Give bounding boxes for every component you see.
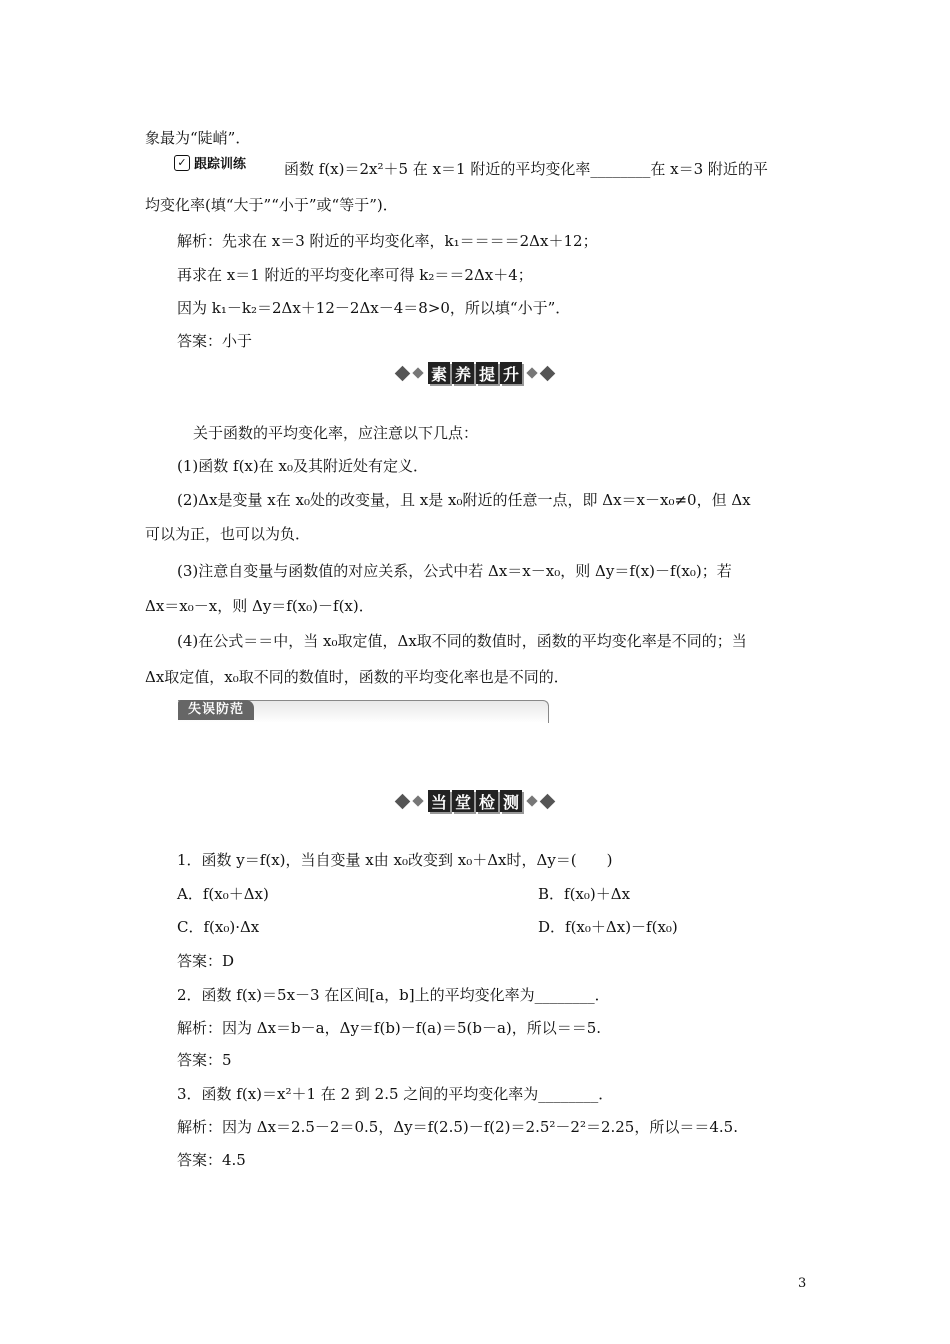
question-line: 函数 f(x)＝2x²＋5 在 x＝1 附近的平均变化率________在 x＝3 附近的平 <box>284 160 768 178</box>
mistake-prevention-bar <box>178 700 549 723</box>
option-b: B．f(x₀)＋Δx <box>538 885 631 903</box>
solution-line: 解析：因为 Δx＝b－a，Δy＝f(b)－f(a)＝5(b－a)，所以＝＝5. <box>177 1019 602 1037</box>
check-heading <box>0 790 950 812</box>
question-line: 2．函数 f(x)＝5x－3 在区间[a，b]上的平均变化率为________． <box>177 986 610 1004</box>
paragraph: 可以为正，也可以为负． <box>145 525 311 543</box>
paragraph: Δx取定值，x₀取不同的数值时，函数的平均变化率也是不同的． <box>145 668 569 686</box>
diamond-icon <box>540 793 556 809</box>
diamond-icon <box>395 365 411 381</box>
track-badge <box>174 153 246 172</box>
diamond-icon <box>526 795 537 806</box>
option-c: C．f(x₀)·Δx <box>177 918 260 936</box>
question-line: 均变化率(填“大于”“小于”或“等于”)． <box>145 196 398 214</box>
answer-line: 答案：5 <box>177 1051 232 1069</box>
question-line: 1．函数 y＝f(x)，当自变量 x由 x₀改变到 x₀＋Δx时，Δy＝( ) <box>177 851 613 869</box>
heading-char: 升 <box>500 362 522 384</box>
heading-chars <box>428 362 522 384</box>
option-a: A．f(x₀＋Δx) <box>177 885 269 903</box>
heading-char: 当 <box>428 790 450 812</box>
paragraph: (1)函数 f(x)在 x₀及其附近处有定义． <box>177 457 428 475</box>
diamond-icon <box>412 795 423 806</box>
literacy-heading <box>0 362 950 384</box>
heading-char: 测 <box>500 790 522 812</box>
text-line: 象最为“陡峭”． <box>145 129 251 147</box>
answer-line: 答案：小于 <box>177 332 253 350</box>
page-number: 3 <box>798 1276 807 1291</box>
solution-line: 解析：因为 Δx＝2.5－2＝0.5，Δy＝f(2.5)－f(2)＝2.5²－2²＝2.25，所以＝＝4.5. <box>177 1118 738 1136</box>
check-icon: ✓ <box>174 155 190 171</box>
paragraph: (3)注意自变量与函数值的对应关系，公式中若 Δx＝x－x₀，则 Δy＝f(x)－f(x₀)；若 <box>177 562 732 580</box>
answer-line: 答案：D <box>177 952 235 970</box>
paragraph: 关于函数的平均变化率，应注意以下几点： <box>193 424 479 442</box>
heading-char: 检 <box>476 790 498 812</box>
track-badge-label: 跟踪训练 <box>194 157 247 172</box>
solution-line: 解析：先求在 x＝3 附近的平均变化率，k₁＝＝＝＝2Δx＋12； <box>177 232 598 250</box>
paragraph: (4)在公式＝＝中，当 x₀取定值，Δx取不同的数值时，函数的平均变化率是不同的；当 <box>177 632 747 650</box>
paragraph: Δx＝x₀－x，则 Δy＝f(x₀)－f(x)． <box>145 597 374 615</box>
answer-line: 答案：4.5 <box>177 1151 246 1169</box>
paragraph: (2)Δx是变量 x在 x₀处的改变量，且 x是 x₀附近的任意一点，即 Δx＝x－x₀≠0，但 Δx <box>177 491 751 509</box>
diamond-icon <box>540 365 556 381</box>
heading-char: 素 <box>428 362 450 384</box>
heading-char: 堂 <box>452 790 474 812</box>
diamond-icon <box>395 793 411 809</box>
heading-char: 养 <box>452 362 474 384</box>
heading-char: 提 <box>476 362 498 384</box>
heading-chars <box>428 790 522 812</box>
question-line: 3．函数 f(x)＝x²＋1 在 2 到 2.5 之间的平均变化率为________． <box>177 1085 614 1103</box>
diamond-icon <box>412 367 423 378</box>
option-d: D．f(x₀＋Δx)－f(x₀) <box>538 918 678 936</box>
diamond-icon <box>526 367 537 378</box>
solution-line: 因为 k₁－k₂＝2Δx＋12－2Δx－4＝8>0，所以填“小于”． <box>177 299 571 317</box>
solution-line: 再求在 x＝1 附近的平均变化率可得 k₂＝＝2Δx＋4； <box>177 266 533 284</box>
mistake-prevention-label: 失误防范 <box>178 700 254 720</box>
